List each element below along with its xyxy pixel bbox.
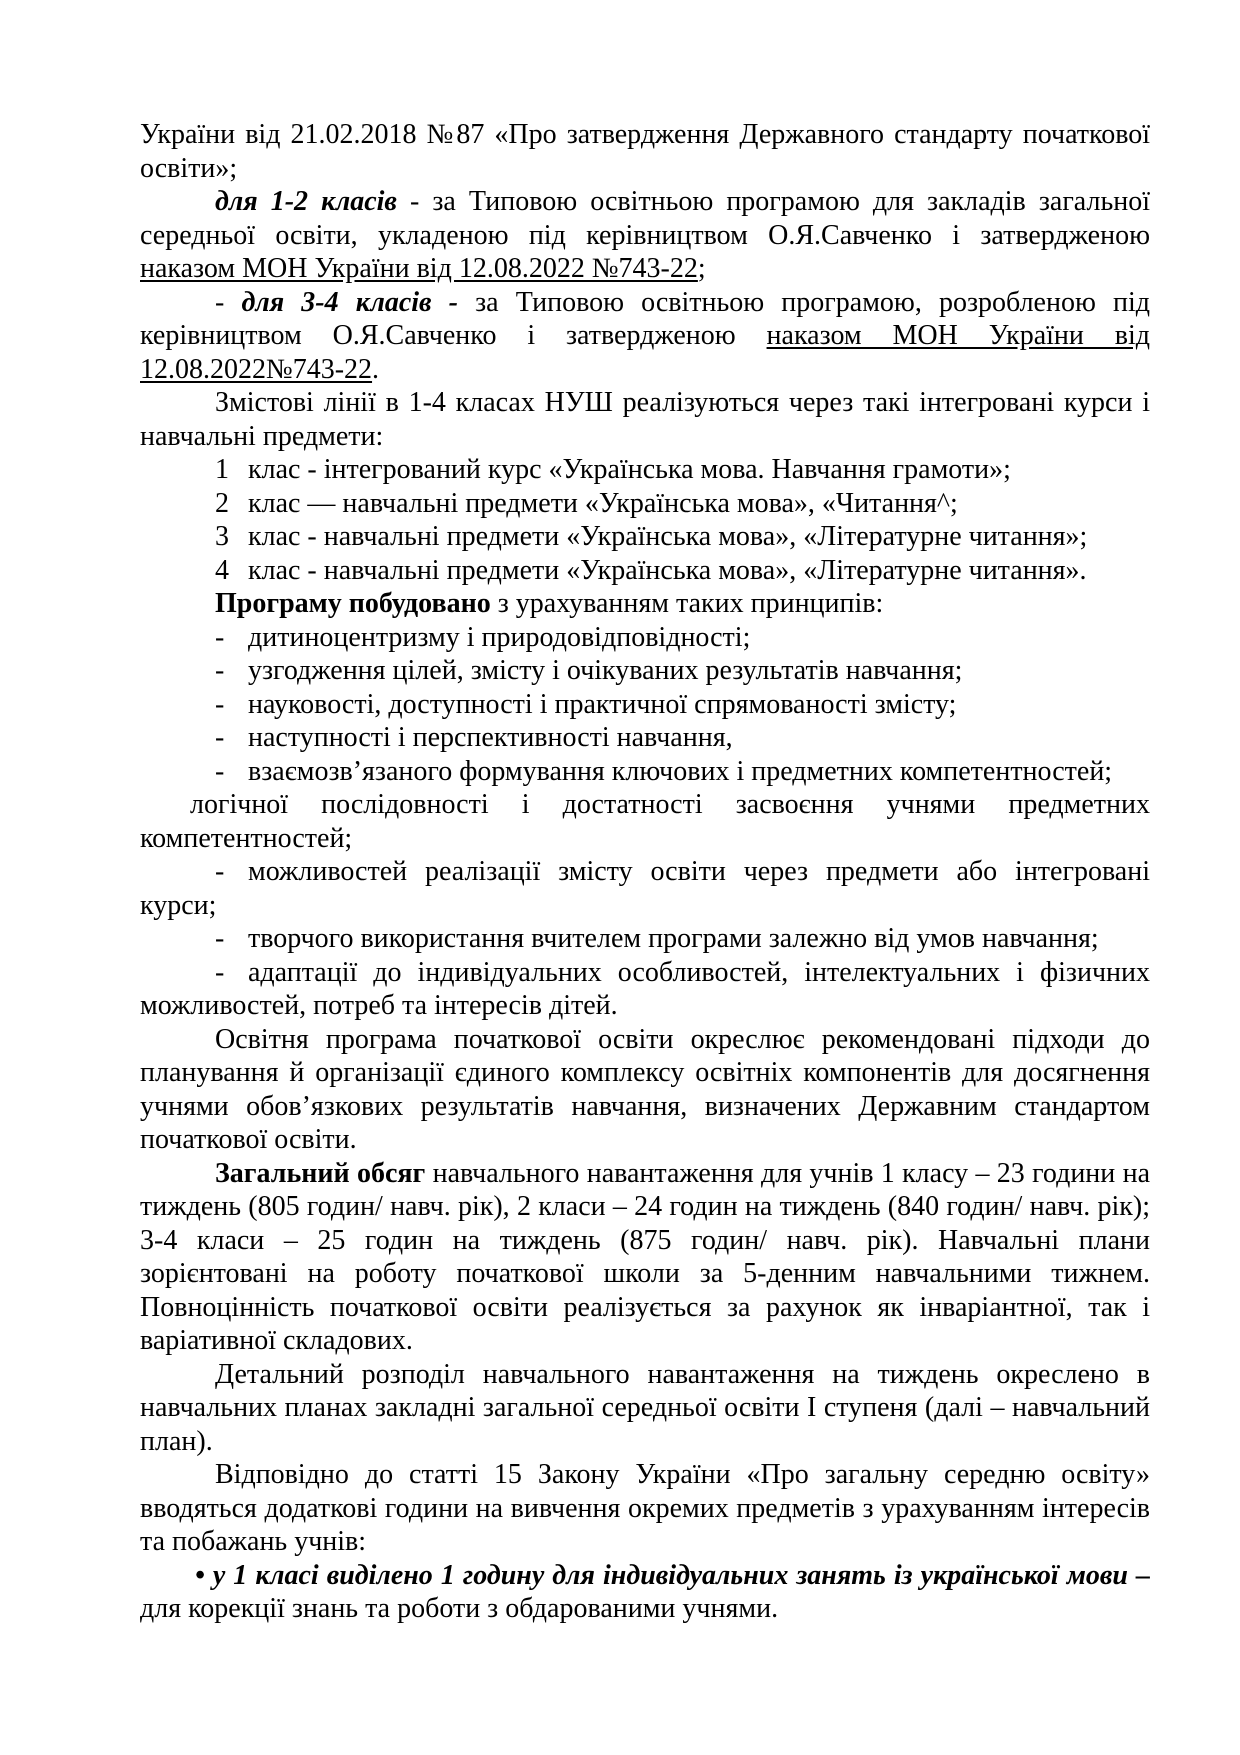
principle-item bbox=[140, 621, 1150, 655]
principle-item bbox=[140, 755, 1150, 789]
paragraph-grades-3-4 bbox=[140, 286, 1150, 387]
list-item-grade-1 bbox=[140, 453, 1150, 487]
list-number: 2 bbox=[215, 487, 229, 519]
principle-text: можливостей реалізації змісту освіти через предмети або інтегровані курси; bbox=[140, 856, 1150, 921]
text-run: Освітня програма початкової освіти окреслює рекомендовані підходи до планування й організації єдиного комплексу освітніх компонентів для досягнення учнями обов’язкових результатів навчання, визначених Державним стандартом початкової освіти. bbox=[140, 1023, 1150, 1155]
paragraph-continuation bbox=[140, 118, 1150, 185]
text-run: Відповідно до статті 15 Закону України «Про загальну середню освіту» вводяться додаткові години на вивчення окремих предметів з урахуванням інтересів та побажань учнів: bbox=[140, 1459, 1150, 1557]
dash-marker: - bbox=[215, 856, 225, 887]
principle-item bbox=[140, 721, 1150, 755]
principle-text: дитиноцентризму і природовідповідності; bbox=[248, 621, 751, 653]
grades-3-4-lead: для 3-4 класів - bbox=[241, 286, 458, 318]
text-run: Детальний розподіл навчального навантаження на тиждень окреслено в навчальних планах закладні загальної середньої освіти І ступеня (далі – навчальний план). bbox=[140, 1358, 1150, 1457]
text-run: . bbox=[372, 353, 380, 385]
order-reference-underlined: наказом МОН України від 12.08.2022 №743-22 bbox=[140, 253, 698, 284]
principle-item bbox=[140, 654, 1150, 688]
list-item-grade-2 bbox=[140, 487, 1150, 521]
principle-text: наступності і перспективності навчання, bbox=[248, 722, 733, 753]
text-run: для корекції знань та роботи з обдарованими учнями. bbox=[140, 1593, 779, 1624]
grades-1-2-lead: для 1-2 класів bbox=[215, 186, 397, 217]
list-number: 3 bbox=[215, 521, 229, 552]
paragraph-weekly-distribution bbox=[140, 1358, 1150, 1459]
paragraph-grades-1-2 bbox=[140, 185, 1150, 286]
list-item-text: клас - навчальні предмети «Українська мова», «Літературне читання». bbox=[248, 554, 1087, 586]
principle-text: науковості, доступності і практичної спрямованості змісту; bbox=[248, 688, 957, 720]
bullet-lead-bold-italic: • у 1 класі виділено 1 годину для індивідуальних занять із української мови – bbox=[195, 1559, 1150, 1591]
principle-item bbox=[140, 688, 1150, 722]
text-run: ; bbox=[697, 253, 706, 284]
text-run: за Типовою освітньою програмою, розробленою під керівництвом О.Я.Савченко і затвердженою bbox=[140, 286, 1150, 351]
list-item-text: клас — навчальні предмети «Українська мова», «Читання^; bbox=[248, 487, 958, 519]
principle-text: адаптації до індивідуальних особливостей, інтелектуальних і фізичних можливостей, потреб та інтересів дітей. bbox=[140, 956, 1150, 1021]
principle-item bbox=[140, 855, 1150, 922]
paragraph-education-program bbox=[140, 1023, 1150, 1157]
principles-heading-bold: Програму побудовано bbox=[215, 588, 491, 619]
order-reference-underlined: наказом МОН України від 12.08.2022№743-22 bbox=[140, 320, 1151, 385]
paragraph-article-15 bbox=[140, 1458, 1150, 1559]
text-run: - за Типовою освітньою програмою для закладів загальної середньої освіти, укладеною під керівництвом О.Я.Савченко і затвердженою bbox=[140, 186, 1150, 251]
dash-marker: - bbox=[215, 956, 225, 988]
principle-text: взаємозв’язаного формування ключових і предметних компетентностей; bbox=[248, 755, 1113, 787]
principle-item bbox=[140, 956, 1150, 1023]
principle-item bbox=[140, 922, 1150, 956]
dash-marker: - bbox=[215, 655, 225, 686]
principle-text: узгодження цілей, змісту і очікуваних результатів навчання; bbox=[248, 655, 963, 686]
text-run: логічної послідовності і достатності засвоєння учнями предметних компетентностей; bbox=[140, 789, 1150, 854]
dash-marker: - bbox=[215, 621, 225, 653]
paragraph-content-lines bbox=[140, 386, 1150, 453]
principle-text: творчого використання вчителем програми залежно від умов навчання; bbox=[248, 923, 1099, 954]
dash-prefix: - bbox=[215, 286, 242, 318]
paragraph-principles-heading bbox=[140, 587, 1150, 621]
principle-continuation bbox=[140, 788, 1150, 855]
list-number: 4 bbox=[215, 554, 229, 586]
dash-marker: - bbox=[215, 688, 225, 720]
paragraph-total-workload bbox=[140, 1157, 1150, 1358]
list-item-text: клас - інтегрований курс «Українська мова. Навчання грамоти»; bbox=[248, 454, 1011, 485]
list-item-grade-4 bbox=[140, 554, 1150, 588]
total-workload-bold: Загальний обсяг bbox=[215, 1157, 426, 1189]
bullet-paragraph-grade-1-hour bbox=[140, 1559, 1150, 1626]
dash-marker: - bbox=[215, 755, 225, 787]
text-run: України від 21.02.2018 №87 «Про затвердження Державного стандарту початкової освіти»; bbox=[140, 119, 1150, 184]
dash-marker: - bbox=[215, 923, 225, 954]
text-run: Змістові лінії в 1-4 класах НУШ реалізуються через такі інтегровані курси і навчальні предмети: bbox=[140, 387, 1150, 452]
dash-marker: - bbox=[215, 722, 225, 753]
text-run: навчального навантаження для учнів 1 класу – 23 години на тиждень (805 годин/ навч. рік), 2 класи – 24 годин на тиждень (840 годин/ навч. рік); 3-4 класи – 25 годин на тиждень (875 годин/ навч. рік). Навчальні плани зорієнтовані на роботу початкової школи за 5-денним навчальними тижнем. Повноцінність початкової освіти реалізується за рахунок як інваріантної, так і варіативної складових. bbox=[140, 1157, 1150, 1356]
list-number: 1 bbox=[215, 454, 229, 485]
text-run: з урахуванням таких принципів: bbox=[490, 588, 884, 619]
list-item-text: клас - навчальні предмети «Українська мова», «Літературне читання»; bbox=[248, 521, 1088, 552]
list-item-grade-3 bbox=[140, 520, 1150, 554]
